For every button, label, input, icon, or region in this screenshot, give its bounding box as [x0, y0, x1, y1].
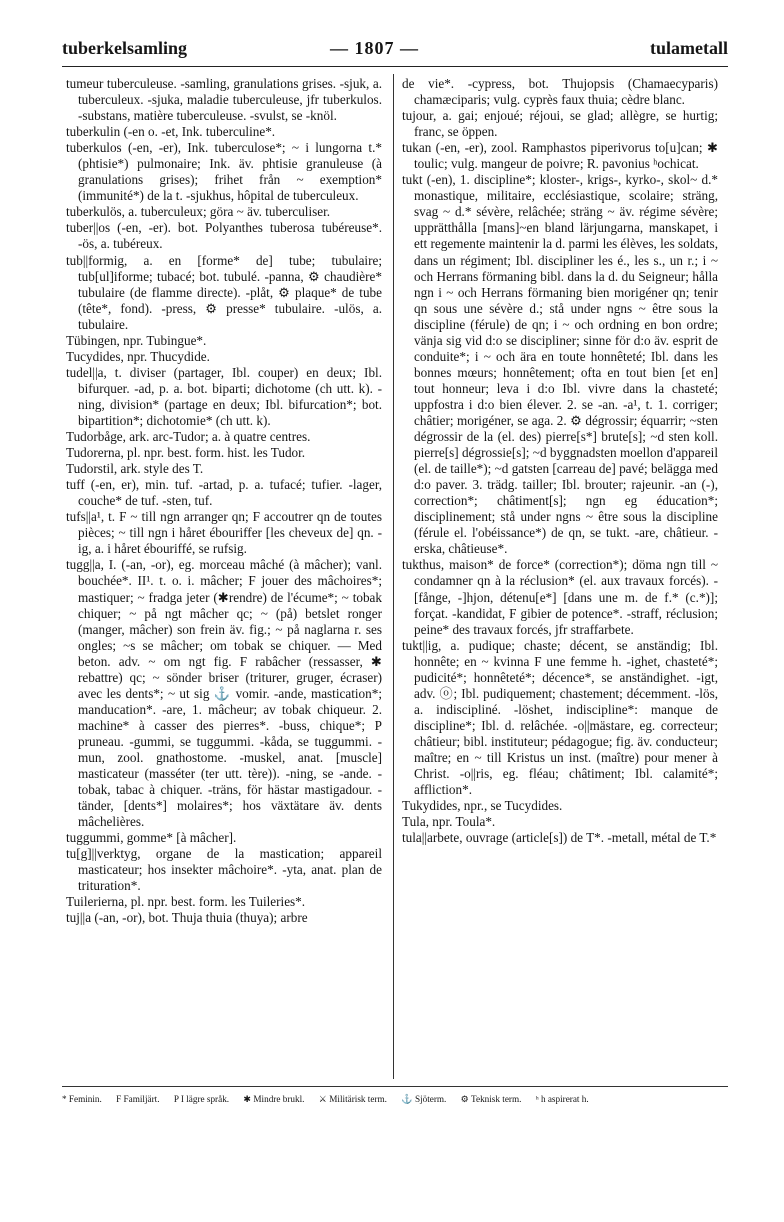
- dictionary-entry: tujour, a. gai; enjoué; réjoui, se glad; allègre, se hurtig; franc, se öppen.: [402, 108, 718, 140]
- legend-item: F Familjärt.: [116, 1094, 160, 1104]
- legend-item: ʰ h aspirerat h.: [535, 1094, 589, 1104]
- dictionary-entry: tudel||a, t. diviser (partager, Ibl. couper) en deux; Ibl. bifurquer. -ad, p. a. bot. biparti; dichotome (ch utt. k). -ning, division* (partage en deux; Ibl. bifurcation*; bot. bipartition*; dichotomie* (ch utt. k).: [66, 364, 382, 428]
- dictionary-entry: tu[g]||verktyg, organe de la mastication; appareil masticateur; hos insekter mâchoire*. -yta, anat. plan de trituration*.: [66, 846, 382, 894]
- column-divider: [393, 74, 394, 1079]
- right-column: [402, 76, 718, 846]
- dictionary-entry: tula||arbete, ouvrage (article[s]) de T*. -metall, métal de T.*: [402, 830, 717, 846]
- dictionary-entry: tukt||ig, a. pudique; chaste; décent, se anständig; Ibl. honnête; en ~ kvinna F une femme h. -ighet, chasteté*; pudicité*; honnêteté*; décence*, se anständighet. -igt, adv. ⓞ; Ibl. pudiquement; chastement; décemment. -lös, a. indiscipliné. -löshet, indiscipline*: manque de discipline*; Ibl. d. relâchée. -o||mästare, eg. correcteur; châtieur; bibl. instituteur; pédagogue; fig. äv. conducteur; maître; en ~ till Kristus un inst. (maître) pour mener à Christ. -o||ris, eg. fléau; châtiment; Ibl. calamité*; affliction*.: [402, 637, 718, 798]
- dictionary-entry: tuberkulin (-en o. -et, Ink. tuberculine*.: [66, 124, 276, 140]
- dictionary-entry: tumeur tuberculeuse. -samling, granulations grises. -sjuk, a. tuberculeux. -sjuka, maladie tuberculeuse, jfr tuberkulos. -substans, matière tuberculeuse. -svulst, se -knöl.: [66, 76, 382, 124]
- dictionary-entry: de vie*. -cypress, bot. Thujopsis (Chamaecyparis) chamæciparis; vulg. cyprès faux thuia; cèdre blanc.: [402, 76, 718, 108]
- dictionary-entry: tuj||a (-an, -or), bot. Thuja thuia (thuya); arbre: [66, 910, 308, 926]
- dictionary-entry: Tula, npr. Toula*.: [402, 814, 496, 830]
- dictionary-entry: Tuilerierna, pl. npr. best. form. les Tuileries*.: [66, 894, 306, 910]
- dictionary-entry: tuberkulos (-en, -er), Ink. tuberculose*; ~ i lungorna t.* (phtisie*) pulmonaire; Ink. äv. phtisie granuleuse (à granulations grises); frihet från ~ exemption* (immunité*) de la t. -sjukhus, hôpital de tuberculeux.: [66, 140, 382, 204]
- dictionary-entry: tuff (-en, er), min. tuf. -artad, p. a. tufacé; tufier. -lager, couche* de tuf. -sten, tuf.: [66, 477, 382, 509]
- dictionary-entry: tuggummi, gomme* [à mâcher].: [66, 830, 237, 846]
- abbreviation-legend: [62, 1092, 728, 1106]
- legend-item: ⚓ Sjöterm.: [401, 1094, 447, 1104]
- page-header: [62, 38, 728, 64]
- dictionary-entry: tuberkulös, a. tuberculeux; göra ~ äv. tuberculiser.: [66, 204, 331, 220]
- legend-item: P I lägre språk.: [173, 1094, 230, 1104]
- legend-item: ⚙ Teknisk term.: [460, 1094, 522, 1104]
- header-rule: [62, 66, 728, 67]
- header-guide-word-right: tulametall: [650, 38, 728, 58]
- dictionary-entry: tukthus, maison* de force* (correction*); döma ngn till ~ condamner qn à la réclusion* (el. aux travaux forcés). -[fånge, -]hjon, détenu[e*] [dans une m. de f.* (c.*)]; forçat. -kandidat, F gibier de potence*. -straff, réclusion; peine* des travaux forcés, jfr straffarbete.: [402, 557, 718, 637]
- dictionary-entry: tuber||os (-en, -er). bot. Polyanthes tuberosa tubéreuse*. -ös, a. tubéreux.: [66, 220, 382, 252]
- dictionary-entry: Tudorerna, pl. npr. best. form. hist. les Tudor.: [66, 445, 306, 461]
- legend-item: ⚔ Militärisk term.: [318, 1094, 387, 1104]
- header-guide-word-left: tuberkelsamling: [62, 38, 188, 58]
- header-page-number: — 1807 —: [330, 38, 419, 58]
- footer-rule: [62, 1086, 728, 1087]
- legend-item: * Feminin.: [62, 1094, 102, 1104]
- dictionary-entry: tukt (-en), 1. discipline*; kloster-, krigs-, kyrko-, skol~ d.* monastique, militaire, ecclésiastique, scolaire; sträng, svag ~ d.* sévère, relâchée; sträng ~ äv. régime sévère; upprätthålla [mans]~en bland lärjungarna, manskapet, i ett regemente maintenir la d. parmi les élèves, les soldats, dans un régiment; Ibl. discipliner les é., les s., un r.; i ~ och Herrans förmaning bibl. dans la d. du Seigneur; hålla ngn i ~ och Herrans förmaning bien morigéner qn; tenir qn sous une sévère d.; stå under ngns ~ être sous la discipline (férule) de qn; i ~ och ordning en bon ordre; vänja sig vid d:o se discipliner; sinne för d:o äv. esprit de conduite*; i ~ och ära en toute honnêteté; Ibl. dans les bonnes mœurs; honnêtement; ofta en tout bien [et en] tout honneur; leva i d:o Ibl. vivre dans la chasteté; uppfostra i d:o bien élever. 2. se -an. -a¹, t. 1. corriger; châtier; morigéner, se aga. 2. ⚙ dégrossir; équarrir; ~sten dégrossir de la (el. des) pierre[s*] brute[s]; ~d sten koll. pierre[s] dégrossie[s]; ~d byggnadsten moellon d'appareil (el. de taille*); ~d gatsten [carreau de] pavé; belägga med d:o paver. 3. trädg. tailler; Ibl. brouter; rajeunir. -an (-), correction*; châtiment[s]; ngn eg éducation*; disciplinement; stå under ngns ~ être sous la discipline (férule el. l'obéissance*) de qn, se tukt. -are, châtieur. -erska, châtieuse*.: [402, 172, 718, 557]
- dictionary-entry: tugg||a, I. (-an, -or), eg. morceau mâché (à mâcher); vanl. bouchée*. II¹. t. o. i. mâcher; F jouer des mâchoires*; mastiquer; ~ fradga jeter (✱rendre) de l'écume*; ~ tobak chiquer; ~ på ngt mâcher qc; ~ (på) betslet ronger (manger, mâcher) son frein äv. fig.; ~ på naglarna r. ses ongles; ~s se mâcher; om tobak se chiquer. — Med beton. adv. ~ om ngt fig. F rabâcher (ressasser, ✱ rebattre) qc; ~ sönder briser (triturer, gruger, écraser) avec les dents*; ~ ut sig ⚓ vomir. -ande, mastication*; manducation*. -are, 1. mâcheur; av tobak chiqueur. 2. machine* à casser des pierres*. -buss, chique*; P pruneau. -gummi, se tuggummi. -kåda, se tuggummi. -mun, zool. gnathostome. -muskel, anat. [muscle] masticateur (masséter (ter utt. tère)). -ning, se -ande. -tobak, tabac à chiquer. -träns, för hästar mastigadour. -tänder, [dents*] molaires*; hos växtätare äv. dents mâchelières.: [66, 557, 382, 830]
- dictionary-entry: tukan (-en, -er), zool. Ramphastos piperivorus to[u]can; ✱ toulic; vulg. mangeur de poivre; R. pavonius ʰochicat.: [402, 140, 718, 172]
- dictionary-entry: Tukydides, npr., se Tucydides.: [402, 798, 563, 814]
- dictionary-entry: Tucydides, npr. Thucydide.: [66, 348, 210, 364]
- dictionary-entry: tufs||a¹, t. F ~ till ngn arranger qn; F accoutrer qn de toutes pièces; ~ till ngn i håret ébouriffer [les cheveux de] qn. -ig, a. i håret ébouriffé, se rufsig.: [66, 509, 382, 557]
- dictionary-entry: Tudorstil, ark. style des T.: [66, 461, 204, 477]
- legend-item: ✱ Mindre brukl.: [243, 1094, 305, 1104]
- dictionary-entry: Tudorbåge, ark. arc-Tudor; a. à quatre centres.: [66, 429, 311, 445]
- left-column: [66, 76, 382, 926]
- dictionary-entry: Tübingen, npr. Tubingue*.: [66, 332, 207, 348]
- dictionary-entry: tub||formig, a. en [forme* de] tube; tubulaire; tub[ul]iforme; tubacé; bot. tubulé. -panna, ⚙ chaudière* tubulaire (de flamme directe). -plåt, ⚙ plaque* de tube (tête*, fond). -press, ⚙ presse* tubulaire. -ulös, a. tubulaire.: [66, 252, 382, 332]
